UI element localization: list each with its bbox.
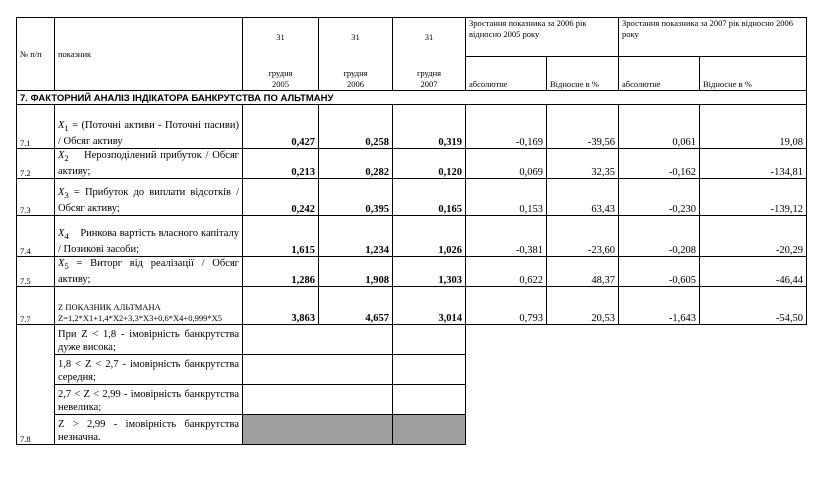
abs-2006: 0,153: [466, 179, 547, 216]
header-growth-2007: Зростання показника за 2007 рік відносно 2006 року: [619, 18, 807, 57]
altman-table: [16, 17, 807, 445]
probability-text: 1,8 < Z < 2,7 - імовірність банкрутства середня;: [55, 355, 243, 385]
value-2006: 1,234: [319, 216, 393, 257]
header-date-2007-sub: грудня 2007: [393, 57, 466, 91]
abs-2007: -0,605: [619, 257, 700, 287]
probability-text: Z > 2,99 - імовірність банкрутства незначна.: [55, 415, 243, 445]
header-date-2005-sub: грудня 2005: [243, 57, 319, 91]
probability-text: 2,7 < Z < 2,99 - імовірність банкрутства невелика;: [55, 385, 243, 415]
rel-2006: 63,43: [547, 179, 619, 216]
header-growth-2006: Зростання показника за 2006 рік відносно 2005 року: [466, 18, 619, 57]
rel-2007: 19,08: [700, 105, 807, 149]
probability-row: [17, 325, 807, 355]
value-2007: 1,026: [393, 216, 466, 257]
value-2006: 1,908: [319, 257, 393, 287]
header-abs-2007: абсолютне: [619, 57, 700, 91]
value-2006: 0,282: [319, 149, 393, 179]
z-score-indicator: Z ПОКАЗНИК АЛЬТМАНА Z=1,2*X1+1,4*X2+3,3*X3+0,6*X4+0,999*X5: [55, 287, 243, 325]
rel-2007: -139,12: [700, 179, 807, 216]
table-row: [17, 257, 807, 287]
header-date-2006-sub: грудня 2006: [319, 57, 393, 91]
abs-2006: 0,622: [466, 257, 547, 287]
section-title: 7. ФАКТОРНИЙ АНАЛІЗ ІНДІКАТОРА БАНКРУТСТВА ПО АЛЬТМАНУ: [17, 91, 807, 105]
probability-row: [17, 385, 807, 415]
abs-2006: 0,069: [466, 149, 547, 179]
value-2005: 0,242: [243, 179, 319, 216]
value-2006: 0,395: [319, 179, 393, 216]
rel-2006: 48,37: [547, 257, 619, 287]
row-num: 7.8: [17, 415, 55, 445]
z-score-row: [17, 287, 807, 325]
header-date-2006: 31: [319, 18, 393, 57]
header-date-2007: 31: [393, 18, 466, 57]
abs-2007: -0,208: [619, 216, 700, 257]
rel-2006: 20,53: [547, 287, 619, 325]
abs-2006: -0,169: [466, 105, 547, 149]
probability-text: При Z < 1,8 - імовірність банкрутства дуже висока;: [55, 325, 243, 355]
table-row: [17, 179, 807, 216]
value-2005: 1,286: [243, 257, 319, 287]
shaded-cell: [243, 415, 393, 445]
row-num: 7.4: [17, 216, 55, 257]
rel-2006: 32,35: [547, 149, 619, 179]
shaded-cell: [393, 415, 466, 445]
row-num: 7.5: [17, 257, 55, 287]
abs-2006: -0,381: [466, 216, 547, 257]
rel-2006: -23,60: [547, 216, 619, 257]
row-num: 7.3: [17, 179, 55, 216]
header-rel-2006: Відносне в %: [547, 57, 619, 91]
abs-2007: -0,230: [619, 179, 700, 216]
value-2007: 1,303: [393, 257, 466, 287]
abs-2006: 0,793: [466, 287, 547, 325]
row-num: 7.7: [17, 287, 55, 325]
header-abs-2006: абсолютне: [466, 57, 547, 91]
value-2005: 0,427: [243, 105, 319, 149]
value-2007: 0,165: [393, 179, 466, 216]
value-2006: 0,258: [319, 105, 393, 149]
value-2005: 0,213: [243, 149, 319, 179]
abs-2007: 0,061: [619, 105, 700, 149]
abs-2007: -1,643: [619, 287, 700, 325]
table-row: [17, 149, 807, 179]
table-row: [17, 216, 807, 257]
header-date-2005: 31: [243, 18, 319, 57]
value-2007: 3,014: [393, 287, 466, 325]
rel-2007: -54,50: [700, 287, 807, 325]
header-rel-2007: Відносне в %: [700, 57, 807, 91]
abs-2007: -0,162: [619, 149, 700, 179]
value-2007: 0,120: [393, 149, 466, 179]
rel-2007: -134,81: [700, 149, 807, 179]
value-2006: 4,657: [319, 287, 393, 325]
row-indicator: $X_4$ Ринкова вартість власного капіталу / Позикові засоби;: [55, 216, 243, 257]
row-indicator: $X_2$ Нерозподілений прибуток / Обсяг активу;: [55, 149, 243, 179]
value-2007: 0,319: [393, 105, 466, 149]
row-indicator: $X_3$ = Прибуток до виплати відсотків / Обсяг активу;: [55, 179, 243, 216]
rel-2007: -20,29: [700, 216, 807, 257]
row-num: 7.2: [17, 149, 55, 179]
rel-2007: -46,44: [700, 257, 807, 287]
value-2005: 3,863: [243, 287, 319, 325]
rel-2006: -39,56: [547, 105, 619, 149]
row-num: 7.1: [17, 105, 55, 149]
header-num: № п/п: [17, 18, 55, 91]
probability-row: [17, 355, 807, 385]
row-indicator: $X_5$ = Виторг від реалізації / Обсяг активу;: [55, 257, 243, 287]
value-2005: 1,615: [243, 216, 319, 257]
row-indicator: $X_1$ = (Поточні активи - Поточні пасиви) / Обсяг активу: [55, 105, 243, 149]
table-row: [17, 105, 807, 149]
probability-row: [17, 415, 807, 445]
header-indicator: показник: [55, 18, 243, 91]
